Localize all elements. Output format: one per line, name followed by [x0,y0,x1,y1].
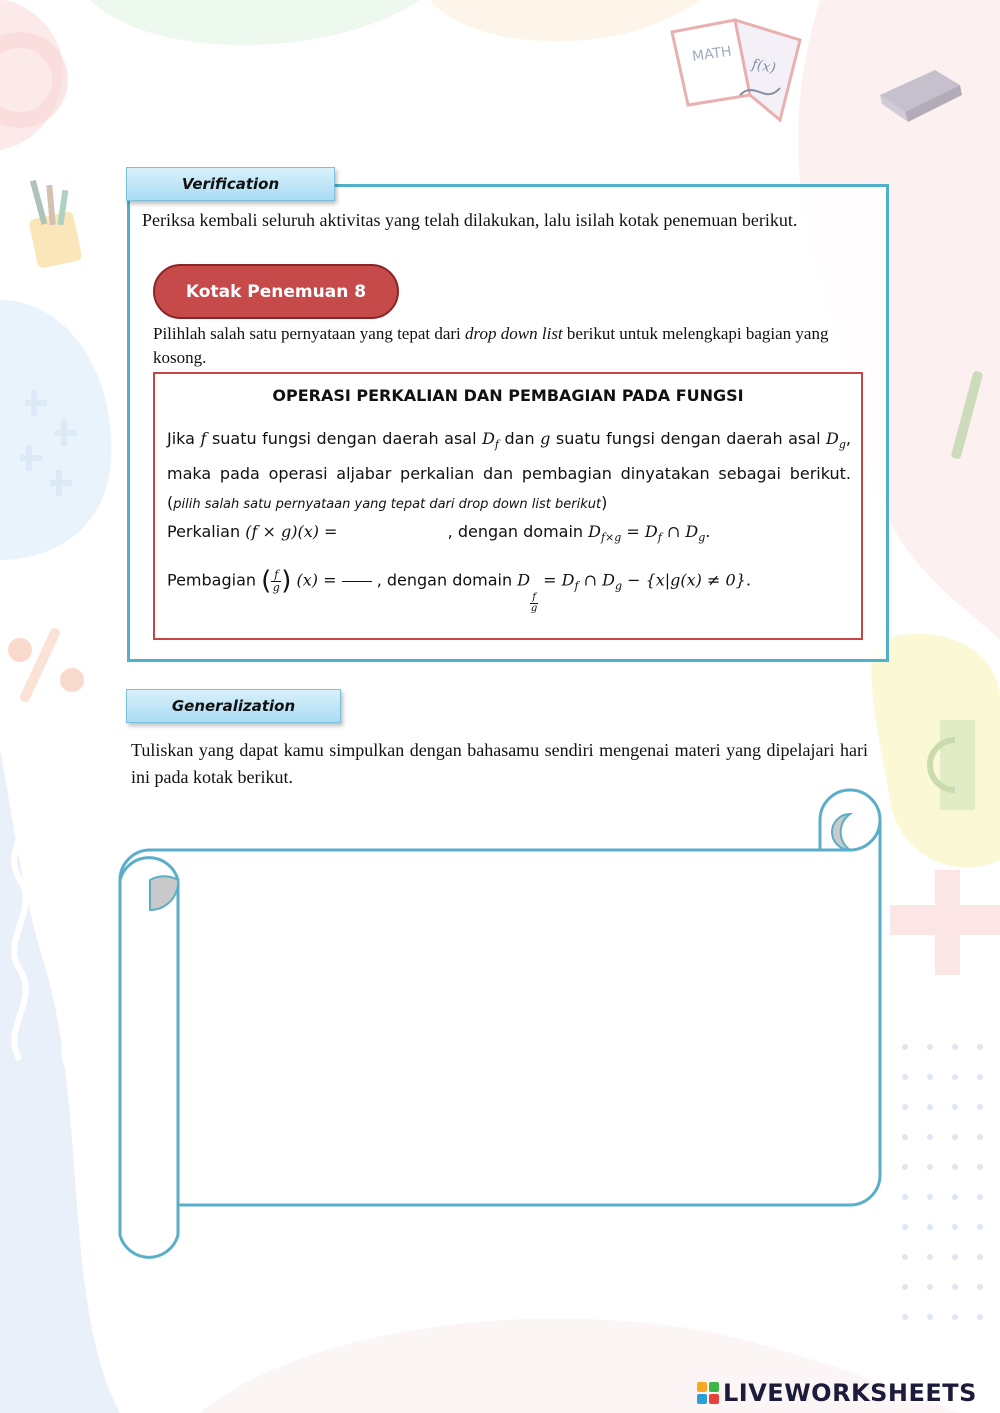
fraction-denominator: g [272,580,280,594]
perkalian-line [167,522,857,544]
para-text: suatu fungsi dengan daerah asal [555,429,821,448]
math-book-text: MATH [691,43,733,66]
perkalian-domain-sub: f×g [600,531,622,544]
perkalian-domain-d: D [588,522,601,541]
pembagian-domain-rhs: = D [543,570,575,590]
math-f: f [200,429,207,448]
para-text: dan [504,429,535,448]
conclusion-answer-input[interactable] [190,860,870,1200]
liveworksheets-text: LIVEWORKSHEETS [723,1379,977,1407]
perkalian-label: Perkalian [167,522,241,541]
pembagian-domain-subfraction [530,593,538,614]
math-book-fx: f(x) [750,56,777,77]
generalization-instruction: Tuliskan yang dapat kamu simpulkan dengan bahasamu sendiri mengenai materi yang dipelajari hari ini pada kotak berikut. [131,740,868,787]
kotak-instruction [153,322,865,370]
perkalian-domain-sub-f: f [657,531,662,544]
para-text: suatu fungsi dengan daerah asal [211,429,477,448]
instruction-drop-down-italic: drop down list [465,324,563,343]
para-hint: pilih salah satu pernyataan yang tepat dari drop down list berikut [173,497,602,512]
generalization-tab-label: Generalization [171,697,296,715]
perkalian-expression: (f × g)(x) = [245,522,338,541]
pembagian-label: Pembagian [167,570,257,590]
math-dg: D [826,429,839,448]
perkalian-domain-cap: ∩ D [661,522,699,541]
pembagian-domain-sub-f: f [574,579,579,593]
pembagian-domain-sub-g: g [614,579,622,593]
pembagian-domain-label: , dengan domain [376,570,513,590]
right-paren: ) [281,566,292,596]
pembagian-domain-set: − {x|g(x) ≠ 0}. [622,570,751,590]
pembagian-expression: (x) = [296,570,337,590]
operasi-box-title: OPERASI PERKALIAN DAN PEMBAGIAN PADA FUNGSI [272,386,744,405]
left-paren: ( [261,566,272,596]
subfraction-denominator: g [530,602,538,614]
verification-tab-label: Verification [181,175,280,193]
para-text: ) [601,493,608,512]
operasi-description [167,424,851,519]
pembagian-fraction [271,569,281,594]
kotak-penemuan-badge [153,264,399,319]
liveworksheets-logo [697,1378,977,1408]
generalization-tab [126,689,341,723]
math-dg-sub: g [838,438,846,451]
fraction-numerator: f [274,567,279,581]
perkalian-domain-end: . [705,522,711,541]
math-df-sub: f [494,438,499,451]
pembagian-line [167,566,857,614]
verification-tab [126,167,335,201]
pembagian-domain-d: D [517,570,531,590]
kotak-penemuan-title: Kotak Penemuan 8 [185,281,367,302]
subfraction-numerator: f [532,591,536,603]
para-text: , maka pada operasi aljabar perkalian dan pembagian dinyatakan sebagai berikut. ( [167,429,852,512]
pembagian-domain-cap: ∩ D [578,570,615,590]
liveworksheets-icon [697,1382,719,1404]
para-text: Jika [167,429,195,448]
instruction-text-after: berikut untuk melengkapi bagian yang kosong. [153,324,829,367]
perkalian-domain-label: , dengan domain [447,522,584,541]
instruction-text-before: Pilihlah salah satu pernyataan yang tepat dari [153,324,466,343]
perkalian-domain-rhs: = D [626,522,658,541]
pembagian-dropdown-blank[interactable] [342,581,372,582]
operasi-box [153,372,863,640]
math-df: D [482,429,495,448]
perkalian-domain-sub-g: g [698,531,706,544]
verification-intro: Periksa kembali seluruh aktivitas yang telah dilakukan, lalu isilah kotak penemuan berikut. [142,210,798,230]
math-g: g [540,429,551,448]
